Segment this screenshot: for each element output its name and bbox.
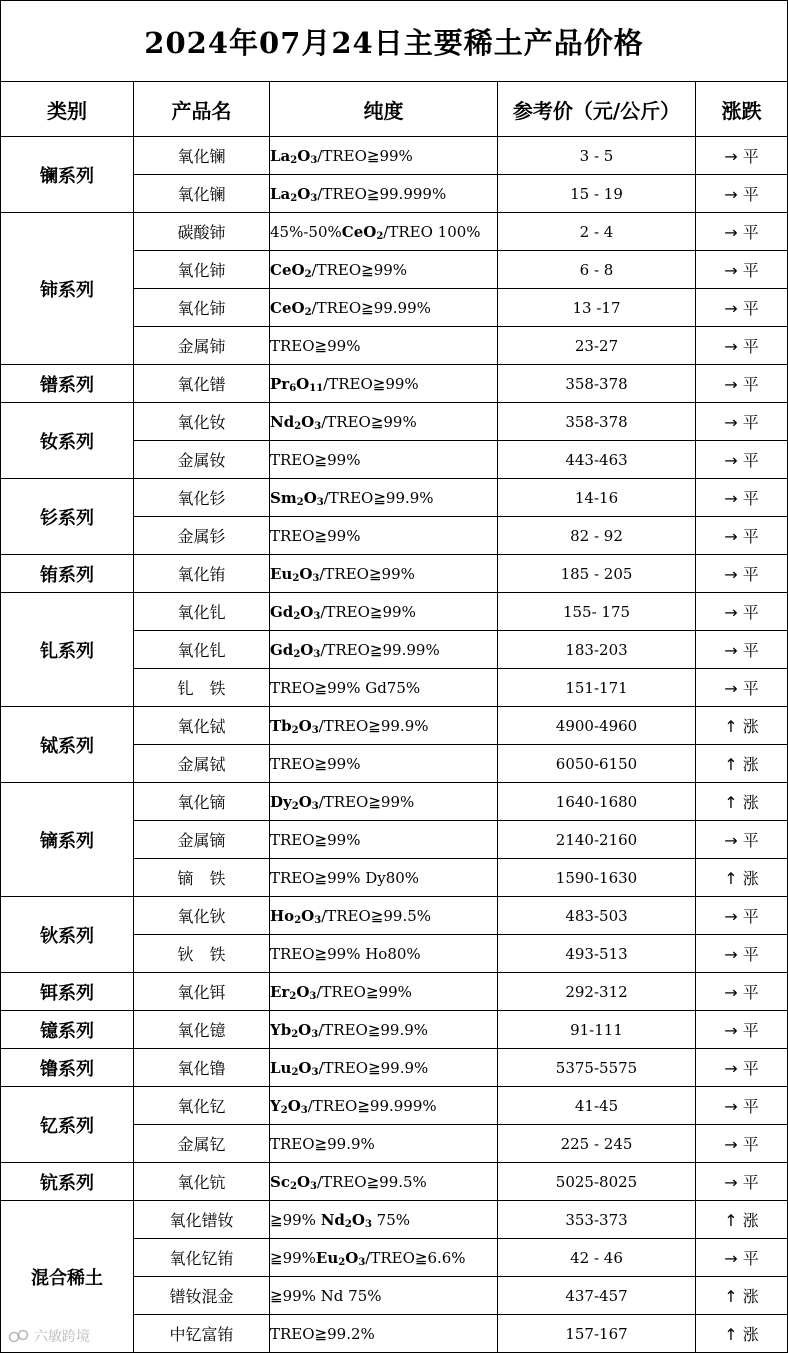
- product-name-cell: 碳酸铈: [134, 213, 270, 251]
- purity-cell: [270, 1049, 498, 1087]
- purity-cell: [270, 973, 498, 1011]
- purity-text: O: [300, 602, 314, 621]
- purity-text: /TREO≧99%: [311, 260, 408, 279]
- purity-text: O: [296, 374, 310, 393]
- trend-cell: → 平: [696, 555, 788, 593]
- category-cell: 钪系列: [1, 1163, 134, 1201]
- price-cell: 14-16: [498, 479, 696, 517]
- table-row: [1, 555, 788, 593]
- purity-subscript: 3: [316, 496, 324, 508]
- purity-text: O: [303, 488, 317, 507]
- purity-text: TREO≧99%: [270, 336, 361, 355]
- table-body: [1, 137, 788, 1353]
- page-title: 2024年07月24日主要稀土产品价格: [1, 1, 788, 82]
- category-cell: 钆系列: [1, 593, 134, 707]
- purity-text: O: [296, 1172, 311, 1191]
- product-name-cell: 氧化钐: [134, 479, 270, 517]
- product-name-cell: 氧化铽: [134, 707, 270, 745]
- header-price: 参考价（元/公斤）: [498, 82, 696, 137]
- table-row: [1, 897, 788, 935]
- price-cell: 5375-5575: [498, 1049, 696, 1087]
- price-cell: 185 - 205: [498, 555, 696, 593]
- purity-subscript: 3: [358, 1256, 366, 1268]
- purity-subscript: 2: [293, 648, 301, 660]
- purity-cell: [270, 669, 498, 707]
- category-cell: 镧系列: [1, 137, 134, 213]
- purity-text: Nd: [320, 1210, 345, 1229]
- purity-text: Eu: [315, 1248, 339, 1267]
- purity-subscript: 3: [300, 1104, 308, 1116]
- purity-text: Y: [270, 1096, 281, 1115]
- price-cell: 3 - 5: [498, 137, 696, 175]
- price-cell: 437-457: [498, 1277, 696, 1315]
- trend-cell: → 平: [696, 1011, 788, 1049]
- purity-subscript: 6: [289, 382, 297, 394]
- price-cell: 5025-8025: [498, 1163, 696, 1201]
- purity-cell: [270, 631, 498, 669]
- trend-cell: → 平: [696, 517, 788, 555]
- table-row: [1, 479, 788, 517]
- purity-subscript: 3: [313, 648, 321, 660]
- product-name-cell: 氧化镥: [134, 1049, 270, 1087]
- purity-text: Pr: [270, 374, 290, 393]
- product-name-cell: 金属钇: [134, 1125, 270, 1163]
- price-cell: 443-463: [498, 441, 696, 479]
- purity-cell: [270, 1011, 498, 1049]
- product-name-cell: 氧化铈: [134, 289, 270, 327]
- purity-text: Nd: [270, 412, 295, 431]
- table-row: [1, 1087, 788, 1125]
- purity-text: /TREO≧99%: [319, 564, 415, 583]
- purity-text: Sm: [270, 488, 297, 507]
- purity-text: /TREO≧99.5%: [316, 1172, 427, 1191]
- price-cell: 4900-4960: [498, 707, 696, 745]
- trend-cell: → 平: [696, 1239, 788, 1277]
- product-name-cell: 镝 铁: [134, 859, 270, 897]
- trend-cell: → 平: [696, 441, 788, 479]
- product-name-cell: 氧化镱: [134, 1011, 270, 1049]
- product-name-cell: 氧化镨钕: [134, 1201, 270, 1239]
- purity-text: O: [298, 792, 312, 811]
- product-name-cell: 氧化钆: [134, 631, 270, 669]
- price-cell: 183-203: [498, 631, 696, 669]
- purity-cell: [270, 593, 498, 631]
- purity-text: 45%-50%: [270, 222, 342, 241]
- purity-subscript: 2: [290, 192, 298, 204]
- purity-text: /TREO≧99.999%: [317, 184, 447, 203]
- price-cell: 6 - 8: [498, 251, 696, 289]
- trend-cell: → 平: [696, 631, 788, 669]
- purity-subscript: 3: [364, 1218, 372, 1230]
- purity-cell: [270, 1201, 498, 1239]
- purity-text: TREO≧99.9%: [270, 1134, 375, 1153]
- purity-text: /TREO≧99%: [323, 374, 419, 393]
- purity-cell: [270, 1277, 498, 1315]
- category-cell: 镨系列: [1, 365, 134, 403]
- purity-cell: [270, 821, 498, 859]
- product-name-cell: 氧化钪: [134, 1163, 270, 1201]
- trend-cell: → 平: [696, 935, 788, 973]
- trend-cell: → 平: [696, 213, 788, 251]
- trend-cell: → 平: [696, 973, 788, 1011]
- purity-subscript: 2: [304, 306, 312, 318]
- purity-text: /TREO≧99%: [318, 792, 415, 811]
- category-cell: 混合稀土: [1, 1201, 134, 1353]
- trend-cell: ↑ 涨: [696, 1201, 788, 1239]
- trend-cell: → 平: [696, 479, 788, 517]
- price-cell: 42 - 46: [498, 1239, 696, 1277]
- trend-cell: → 平: [696, 1163, 788, 1201]
- purity-text: O: [297, 184, 311, 203]
- purity-subscript: 3: [311, 724, 319, 736]
- purity-text: /TREO≧6.6%: [365, 1248, 466, 1267]
- trend-cell: → 平: [696, 137, 788, 175]
- purity-text: Dy: [270, 792, 292, 811]
- price-cell: 13 -17: [498, 289, 696, 327]
- product-name-cell: 氧化钇: [134, 1087, 270, 1125]
- product-name-cell: 中钇富铕: [134, 1315, 270, 1353]
- trend-cell: → 平: [696, 175, 788, 213]
- product-name-cell: 金属钐: [134, 517, 270, 555]
- trend-cell: → 平: [696, 1049, 788, 1087]
- purity-cell: [270, 365, 498, 403]
- purity-subscript: 2: [376, 230, 384, 242]
- product-name-cell: 金属镝: [134, 821, 270, 859]
- purity-text: La: [270, 184, 291, 203]
- purity-cell: [270, 1087, 498, 1125]
- category-cell: 铽系列: [1, 707, 134, 783]
- product-name-cell: 镨钕混金: [134, 1277, 270, 1315]
- product-name-cell: 氧化镧: [134, 137, 270, 175]
- header-trend: 涨跌: [696, 82, 788, 137]
- purity-cell: [270, 783, 498, 821]
- purity-subscript: 2: [289, 990, 297, 1002]
- purity-text: O: [297, 146, 311, 165]
- trend-cell: ↑ 涨: [696, 1315, 788, 1353]
- price-cell: 2 - 4: [498, 213, 696, 251]
- purity-text: O: [351, 1210, 365, 1229]
- purity-text: TREO≧99.2%: [270, 1324, 375, 1343]
- table-row: [1, 593, 788, 631]
- purity-text: ≧99% Nd 75%: [270, 1286, 382, 1305]
- purity-text: Gd: [270, 602, 294, 621]
- trend-cell: ↑ 涨: [696, 707, 788, 745]
- purity-text: TREO≧99%: [270, 754, 361, 773]
- price-cell: 1640-1680: [498, 783, 696, 821]
- category-cell: 镥系列: [1, 1049, 134, 1087]
- purity-subscript: 3: [313, 610, 321, 622]
- price-cell: 358-378: [498, 403, 696, 441]
- header-row: [1, 82, 788, 137]
- price-cell: 91-111: [498, 1011, 696, 1049]
- purity-subscript: 2: [292, 572, 300, 584]
- product-name-cell: 金属铈: [134, 327, 270, 365]
- purity-cell: [270, 441, 498, 479]
- trend-cell: → 平: [696, 897, 788, 935]
- price-cell: 292-312: [498, 973, 696, 1011]
- trend-cell: → 平: [696, 365, 788, 403]
- purity-text: O: [287, 1096, 301, 1115]
- purity-text: /TREO≧99.999%: [307, 1096, 437, 1115]
- trend-cell: → 平: [696, 821, 788, 859]
- trend-cell: ↑ 涨: [696, 1277, 788, 1315]
- table-row: [1, 1011, 788, 1049]
- price-cell: 6050-6150: [498, 745, 696, 783]
- purity-cell: [270, 555, 498, 593]
- purity-subscript: 3: [311, 800, 319, 812]
- purity-text: TREO≧99% Ho80%: [270, 944, 421, 963]
- product-name-cell: 氧化镨: [134, 365, 270, 403]
- purity-subscript: 2: [296, 496, 304, 508]
- purity-text: Er: [270, 982, 290, 1001]
- category-cell: 钬系列: [1, 897, 134, 973]
- watermark-logo-icon: [8, 1329, 30, 1343]
- table-row: [1, 973, 788, 1011]
- purity-text: TREO≧99%: [270, 830, 361, 849]
- purity-text: ≧99%: [270, 1248, 316, 1267]
- purity-text: /TREO≧99.9%: [318, 1020, 429, 1039]
- purity-text: /TREO≧99.99%: [311, 298, 431, 317]
- table-row: [1, 403, 788, 441]
- product-name-cell: 钆 铁: [134, 669, 270, 707]
- purity-text: Gd: [270, 640, 294, 659]
- purity-text: O: [298, 1020, 312, 1039]
- purity-subscript: 2: [290, 154, 298, 166]
- purity-text: Sc: [270, 1172, 290, 1191]
- purity-subscript: 2: [344, 1218, 352, 1230]
- price-cell: 151-171: [498, 669, 696, 707]
- trend-cell: → 平: [696, 1125, 788, 1163]
- category-cell: 镝系列: [1, 783, 134, 897]
- price-cell: 41-45: [498, 1087, 696, 1125]
- product-name-cell: 金属钕: [134, 441, 270, 479]
- purity-text: CeO: [270, 260, 305, 279]
- header-purity: 纯度: [270, 82, 498, 137]
- table-row: [1, 1201, 788, 1239]
- purity-cell: [270, 137, 498, 175]
- category-cell: 钇系列: [1, 1087, 134, 1163]
- purity-cell: [270, 745, 498, 783]
- purity-subscript: 2: [291, 800, 299, 812]
- purity-text: O: [296, 982, 310, 1001]
- purity-cell: [270, 327, 498, 365]
- trend-cell: → 平: [696, 327, 788, 365]
- price-cell: 23-27: [498, 327, 696, 365]
- purity-text: ≧99%: [270, 1210, 321, 1229]
- product-name-cell: 氧化铈: [134, 251, 270, 289]
- purity-subscript: 2: [304, 268, 312, 280]
- purity-subscript: 2: [338, 1256, 346, 1268]
- watermark: [8, 1326, 90, 1346]
- purity-text: 75%: [371, 1210, 411, 1229]
- purity-text: La: [270, 146, 291, 165]
- purity-cell: [270, 707, 498, 745]
- purity-text: TREO≧99% Dy80%: [270, 868, 420, 887]
- purity-cell: [270, 1125, 498, 1163]
- price-cell: 1590-1630: [498, 859, 696, 897]
- price-cell: 2140-2160: [498, 821, 696, 859]
- price-cell: 358-378: [498, 365, 696, 403]
- purity-cell: [270, 289, 498, 327]
- purity-text: /TREO≧99%: [321, 412, 417, 431]
- purity-cell: [270, 517, 498, 555]
- purity-text: /TREO≧99%: [320, 602, 416, 621]
- purity-cell: [270, 1315, 498, 1353]
- product-name-cell: 氧化钆: [134, 593, 270, 631]
- category-cell: 钐系列: [1, 479, 134, 555]
- product-name-cell: 氧化钬: [134, 897, 270, 935]
- purity-subscript: 3: [310, 1180, 317, 1192]
- purity-text: CeO: [270, 298, 305, 317]
- purity-subscript: 3: [309, 990, 317, 1002]
- purity-subscript: 2: [294, 914, 302, 926]
- purity-cell: [270, 897, 498, 935]
- trend-cell: → 平: [696, 669, 788, 707]
- purity-text: Ho: [270, 906, 295, 925]
- purity-text: O: [301, 906, 315, 925]
- purity-text: TREO≧99%: [270, 450, 361, 469]
- purity-subscript: 3: [312, 572, 320, 584]
- purity-text: /TREO≧99.5%: [321, 906, 432, 925]
- purity-text: Tb: [270, 716, 292, 735]
- purity-subscript: 3: [311, 1066, 319, 1078]
- purity-subscript: 2: [280, 1104, 288, 1116]
- table-row: [1, 365, 788, 403]
- purity-text: CeO: [341, 222, 377, 241]
- watermark-text: 六敏跨境: [34, 1329, 90, 1345]
- purity-cell: [270, 935, 498, 973]
- price-cell: 225 - 245: [498, 1125, 696, 1163]
- header-category: 类别: [1, 82, 134, 137]
- purity-subscript: 2: [291, 1066, 299, 1078]
- purity-cell: [270, 175, 498, 213]
- purity-text: /TREO≧99.9%: [323, 488, 434, 507]
- purity-text: O: [298, 716, 312, 735]
- table-row: [1, 1163, 788, 1201]
- title-row: [1, 1, 788, 82]
- price-cell: 353-373: [498, 1201, 696, 1239]
- purity-subscript: 2: [293, 610, 301, 622]
- table-row: [1, 783, 788, 821]
- purity-text: O: [345, 1248, 359, 1267]
- product-name-cell: 金属铽: [134, 745, 270, 783]
- purity-text: Eu: [270, 564, 293, 583]
- purity-subscript: 2: [291, 724, 299, 736]
- purity-subscript: 3: [314, 914, 322, 926]
- purity-text: /TREO≧99%: [317, 146, 413, 165]
- trend-cell: → 平: [696, 403, 788, 441]
- product-name-cell: 氧化镧: [134, 175, 270, 213]
- product-name-cell: 氧化镝: [134, 783, 270, 821]
- purity-cell: [270, 251, 498, 289]
- purity-text: /TREO≧99.9%: [318, 716, 429, 735]
- product-name-cell: 氧化铕: [134, 555, 270, 593]
- purity-text: O: [301, 412, 315, 431]
- purity-subscript: 11: [309, 382, 324, 394]
- purity-cell: [270, 1239, 498, 1277]
- purity-subscript: 3: [310, 154, 318, 166]
- price-cell: 15 - 19: [498, 175, 696, 213]
- price-cell: 157-167: [498, 1315, 696, 1353]
- purity-cell: [270, 403, 498, 441]
- purity-cell: [270, 213, 498, 251]
- purity-cell: [270, 859, 498, 897]
- table-row: [1, 137, 788, 175]
- purity-subscript: 3: [310, 192, 318, 204]
- purity-cell: [270, 479, 498, 517]
- category-cell: 铕系列: [1, 555, 134, 593]
- purity-text: O: [298, 1058, 312, 1077]
- header-product: 产品名: [134, 82, 270, 137]
- purity-subscript: 2: [291, 1028, 299, 1040]
- purity-text: /TREO 100%: [383, 222, 481, 241]
- category-cell: 钕系列: [1, 403, 134, 479]
- purity-subscript: 2: [294, 420, 302, 432]
- price-cell: 493-513: [498, 935, 696, 973]
- trend-cell: ↑ 涨: [696, 859, 788, 897]
- product-name-cell: 氧化铒: [134, 973, 270, 1011]
- trend-cell: → 平: [696, 593, 788, 631]
- trend-cell: → 平: [696, 251, 788, 289]
- purity-text: Lu: [270, 1058, 292, 1077]
- price-cell: 82 - 92: [498, 517, 696, 555]
- purity-cell: [270, 1163, 498, 1201]
- product-name-cell: 氧化钕: [134, 403, 270, 441]
- purity-text: TREO≧99%: [270, 526, 361, 545]
- table-row: [1, 707, 788, 745]
- trend-cell: → 平: [696, 289, 788, 327]
- trend-cell: → 平: [696, 1087, 788, 1125]
- purity-subscript: 2: [289, 1180, 297, 1192]
- purity-text: TREO≧99% Gd75%: [270, 678, 421, 697]
- trend-cell: ↑ 涨: [696, 783, 788, 821]
- table-row: [1, 213, 788, 251]
- category-cell: 镱系列: [1, 1011, 134, 1049]
- product-name-cell: 氧化钇铕: [134, 1239, 270, 1277]
- category-cell: 铒系列: [1, 973, 134, 1011]
- trend-cell: ↑ 涨: [696, 745, 788, 783]
- price-cell: 483-503: [498, 897, 696, 935]
- purity-text: /TREO≧99.9%: [318, 1058, 429, 1077]
- product-name-cell: 钬 铁: [134, 935, 270, 973]
- purity-text: Yb: [270, 1020, 292, 1039]
- purity-text: /TREO≧99.99%: [320, 640, 440, 659]
- category-cell: 铈系列: [1, 213, 134, 365]
- price-cell: 155- 175: [498, 593, 696, 631]
- purity-subscript: 3: [311, 1028, 319, 1040]
- table-row: [1, 1049, 788, 1087]
- purity-subscript: 3: [314, 420, 322, 432]
- purity-text: O: [299, 564, 313, 583]
- purity-text: /TREO≧99%: [316, 982, 412, 1001]
- purity-text: O: [300, 640, 314, 659]
